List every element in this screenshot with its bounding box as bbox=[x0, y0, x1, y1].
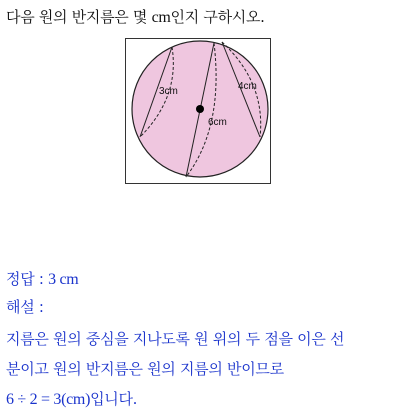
label-3cm: 3cm bbox=[159, 86, 178, 97]
circle-figure bbox=[125, 38, 271, 184]
question-text-after: 인지 구하시오. bbox=[170, 8, 265, 26]
question-text-before: 다음 원의 반지름은 몇 bbox=[6, 8, 152, 26]
explanation-formula-line bbox=[6, 388, 137, 409]
answer-line bbox=[6, 268, 78, 289]
explanation-line-2: 분이고 원의 반지름은 원의 지름의 반이므로 bbox=[6, 360, 284, 378]
label-6cm: 6cm bbox=[208, 117, 227, 128]
explanation-label: 해설 : bbox=[6, 298, 44, 316]
answer-value: 3 cm bbox=[48, 271, 79, 288]
label-4cm: 4cm bbox=[238, 81, 257, 92]
question-unit: cm bbox=[151, 9, 171, 26]
explanation-line-1: 지름은 원의 중심을 지나도록 원 위의 두 점을 이은 선 bbox=[6, 330, 345, 348]
question-text bbox=[6, 6, 265, 27]
circle-diagram bbox=[126, 39, 272, 185]
explanation-formula-suffix: 입니다. bbox=[90, 390, 138, 408]
center-point bbox=[196, 105, 204, 113]
answer-label: 정답 : bbox=[6, 270, 49, 288]
explanation-formula: 6 ÷ 2 = 3(cm) bbox=[6, 391, 91, 408]
